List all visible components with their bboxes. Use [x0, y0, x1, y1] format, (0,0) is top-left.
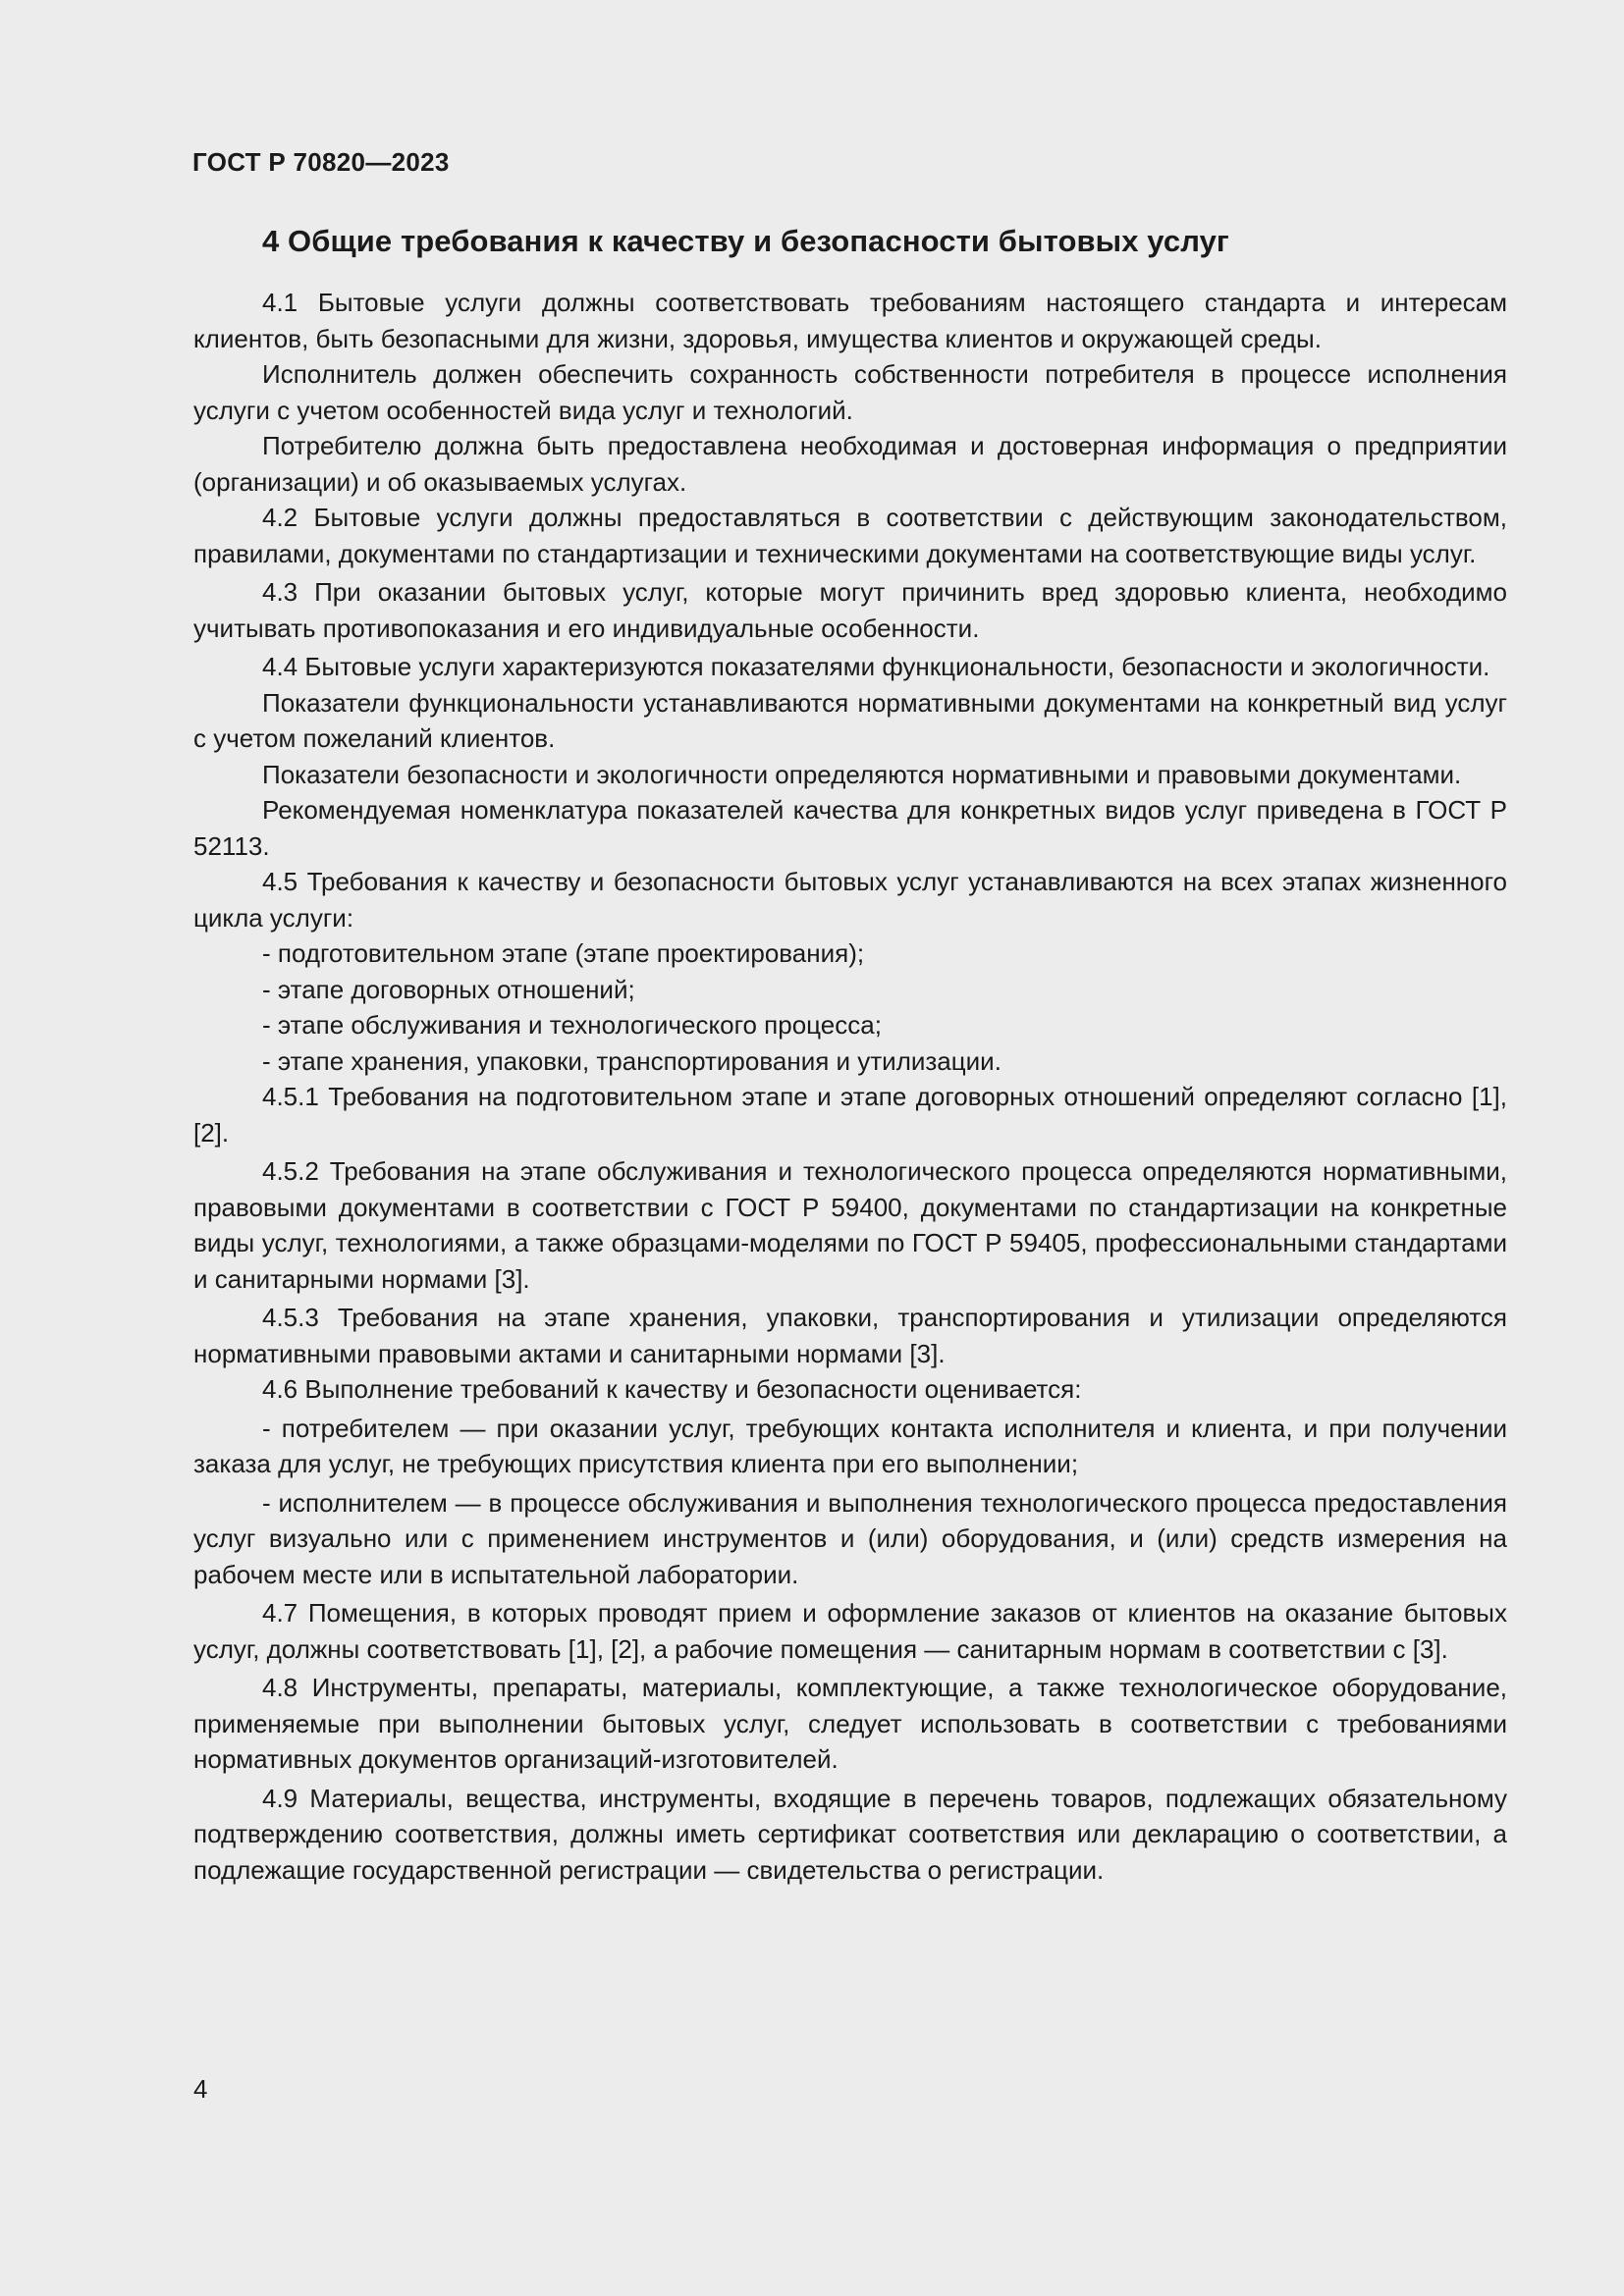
- list-item: - этапе обслуживания и технологического процесса;: [262, 1010, 882, 1040]
- document-code: ГОСТ Р 70820—2023: [192, 147, 450, 177]
- paragraph: 4.4 Бытовые услуги характеризуются показателями функциональности, безопасности и экологичности.: [262, 652, 1490, 681]
- paragraph: 4.8 Инструменты, препараты, материалы, комплектующие, а также технологическое оборудование, применяемые при выполнении бытовых услуг, следует использовать в соответствии с требованиями нормативных документов организаций-изготовителей.: [193, 1673, 1507, 1774]
- paragraph: 4.6 Выполнение требований к качеству и безопасности оценивается:: [262, 1374, 1082, 1404]
- paragraph: 4.5.1 Требования на подготовительном этапе и этапе договорных отношений определяют согласно [1], [2].: [193, 1082, 1507, 1148]
- section-body: [193, 285, 1507, 1888]
- list-item: - потребителем — при оказании услуг, требующих контакта исполнителя и клиента, и при получении заказа для услуг, не требующих присутствия клиента при его выполнении;: [193, 1413, 1507, 1478]
- paragraph: Рекомендуемая номенклатура показателей качества для конкретных видов услуг приведена в ГОСТ Р 52113.: [193, 795, 1507, 861]
- list-item: - этапе хранения, упаковки, транспортирования и утилизации.: [262, 1045, 1001, 1076]
- paragraph: 4.1 Бытовые услуги должны соответствовать требованиям настоящего стандарта и интересам клиентов, быть безопасными для жизни, здоровья, имущества клиентов и окружающей среды.: [193, 288, 1507, 353]
- paragraph: Исполнитель должен обеспечить сохранность собственности потребителя в процессе исполнения услуги с учетом особенностей вида услуг и технологий.: [193, 359, 1507, 425]
- paragraph: 4.9 Материалы, вещества, инструменты, входящие в перечень товаров, подлежащих обязательному подтверждению соответствия, должны иметь сертификат соответствия или декларацию о соответствии, а подлежащие государственной регистрации — свидетельства о регистрации.: [193, 1783, 1507, 1885]
- paragraph: Показатели функциональности устанавливаются нормативными документами на конкретный вид услуг с учетом пожеланий клиентов.: [193, 687, 1507, 753]
- paragraph: 4.3 При оказании бытовых услуг, которые могут причинить вред здоровью клиента, необходимо учитывать противопоказания и его индивидуальные особенности.: [193, 577, 1507, 643]
- list-item: - исполнителем — в процессе обслуживания и выполнения технологического процесса предоставления услуг визуально или с применением инструментов и (или) оборудования, и (или) средств измерения на рабочем месте или в испытательной лаборатории.: [193, 1487, 1507, 1589]
- list-item: - этапе договорных отношений;: [262, 974, 635, 1004]
- paragraph: 4.2 Бытовые услуги должны предоставляться в соответствии с действующим законодательством, правилами, документами по стандартизации и техническими документами на соответствующие виды услуг.: [193, 503, 1507, 568]
- paragraph: Показатели безопасности и экологичности определяются нормативными и правовыми документами.: [262, 759, 1462, 789]
- paragraph: 4.5.3 Требования на этапе хранения, упаковки, транспортирования и утилизации определяются нормативными правовыми актами и санитарными нормами [3].: [193, 1303, 1507, 1368]
- list-item: - подготовительном этапе (этапе проектирования);: [262, 938, 865, 968]
- paragraph: Потребителю должна быть предоставлена необходимая и достоверная информация о предприятии (организации) и об оказываемых услугах.: [193, 431, 1507, 497]
- paragraph: 4.5 Требования к качеству и безопасности бытовых услуг устанавливаются на всех этапах жизненного цикла услуги:: [193, 867, 1507, 933]
- paragraph: 4.5.2 Требования на этапе обслуживания и технологического процесса определяются нормативными, правовыми документами в соответствии с ГОСТ Р 59400, документами по стандартизации на конкретные виды услуг, технологиями, а также образцами-моделями по ГОСТ Р 59405, профессиональными стандартами и санитарными нормами [3].: [193, 1156, 1507, 1294]
- page-number: 4: [193, 2074, 208, 2104]
- section-title: 4 Общие требования к качеству и безопасности бытовых услуг: [262, 224, 1229, 258]
- paragraph: 4.7 Помещения, в которых проводят прием и оформление заказов от клиентов на оказание бытовых услуг, должны соответствовать [1], [2], а рабочие помещения — санитарным нормам в соответствии с [3].: [193, 1598, 1507, 1664]
